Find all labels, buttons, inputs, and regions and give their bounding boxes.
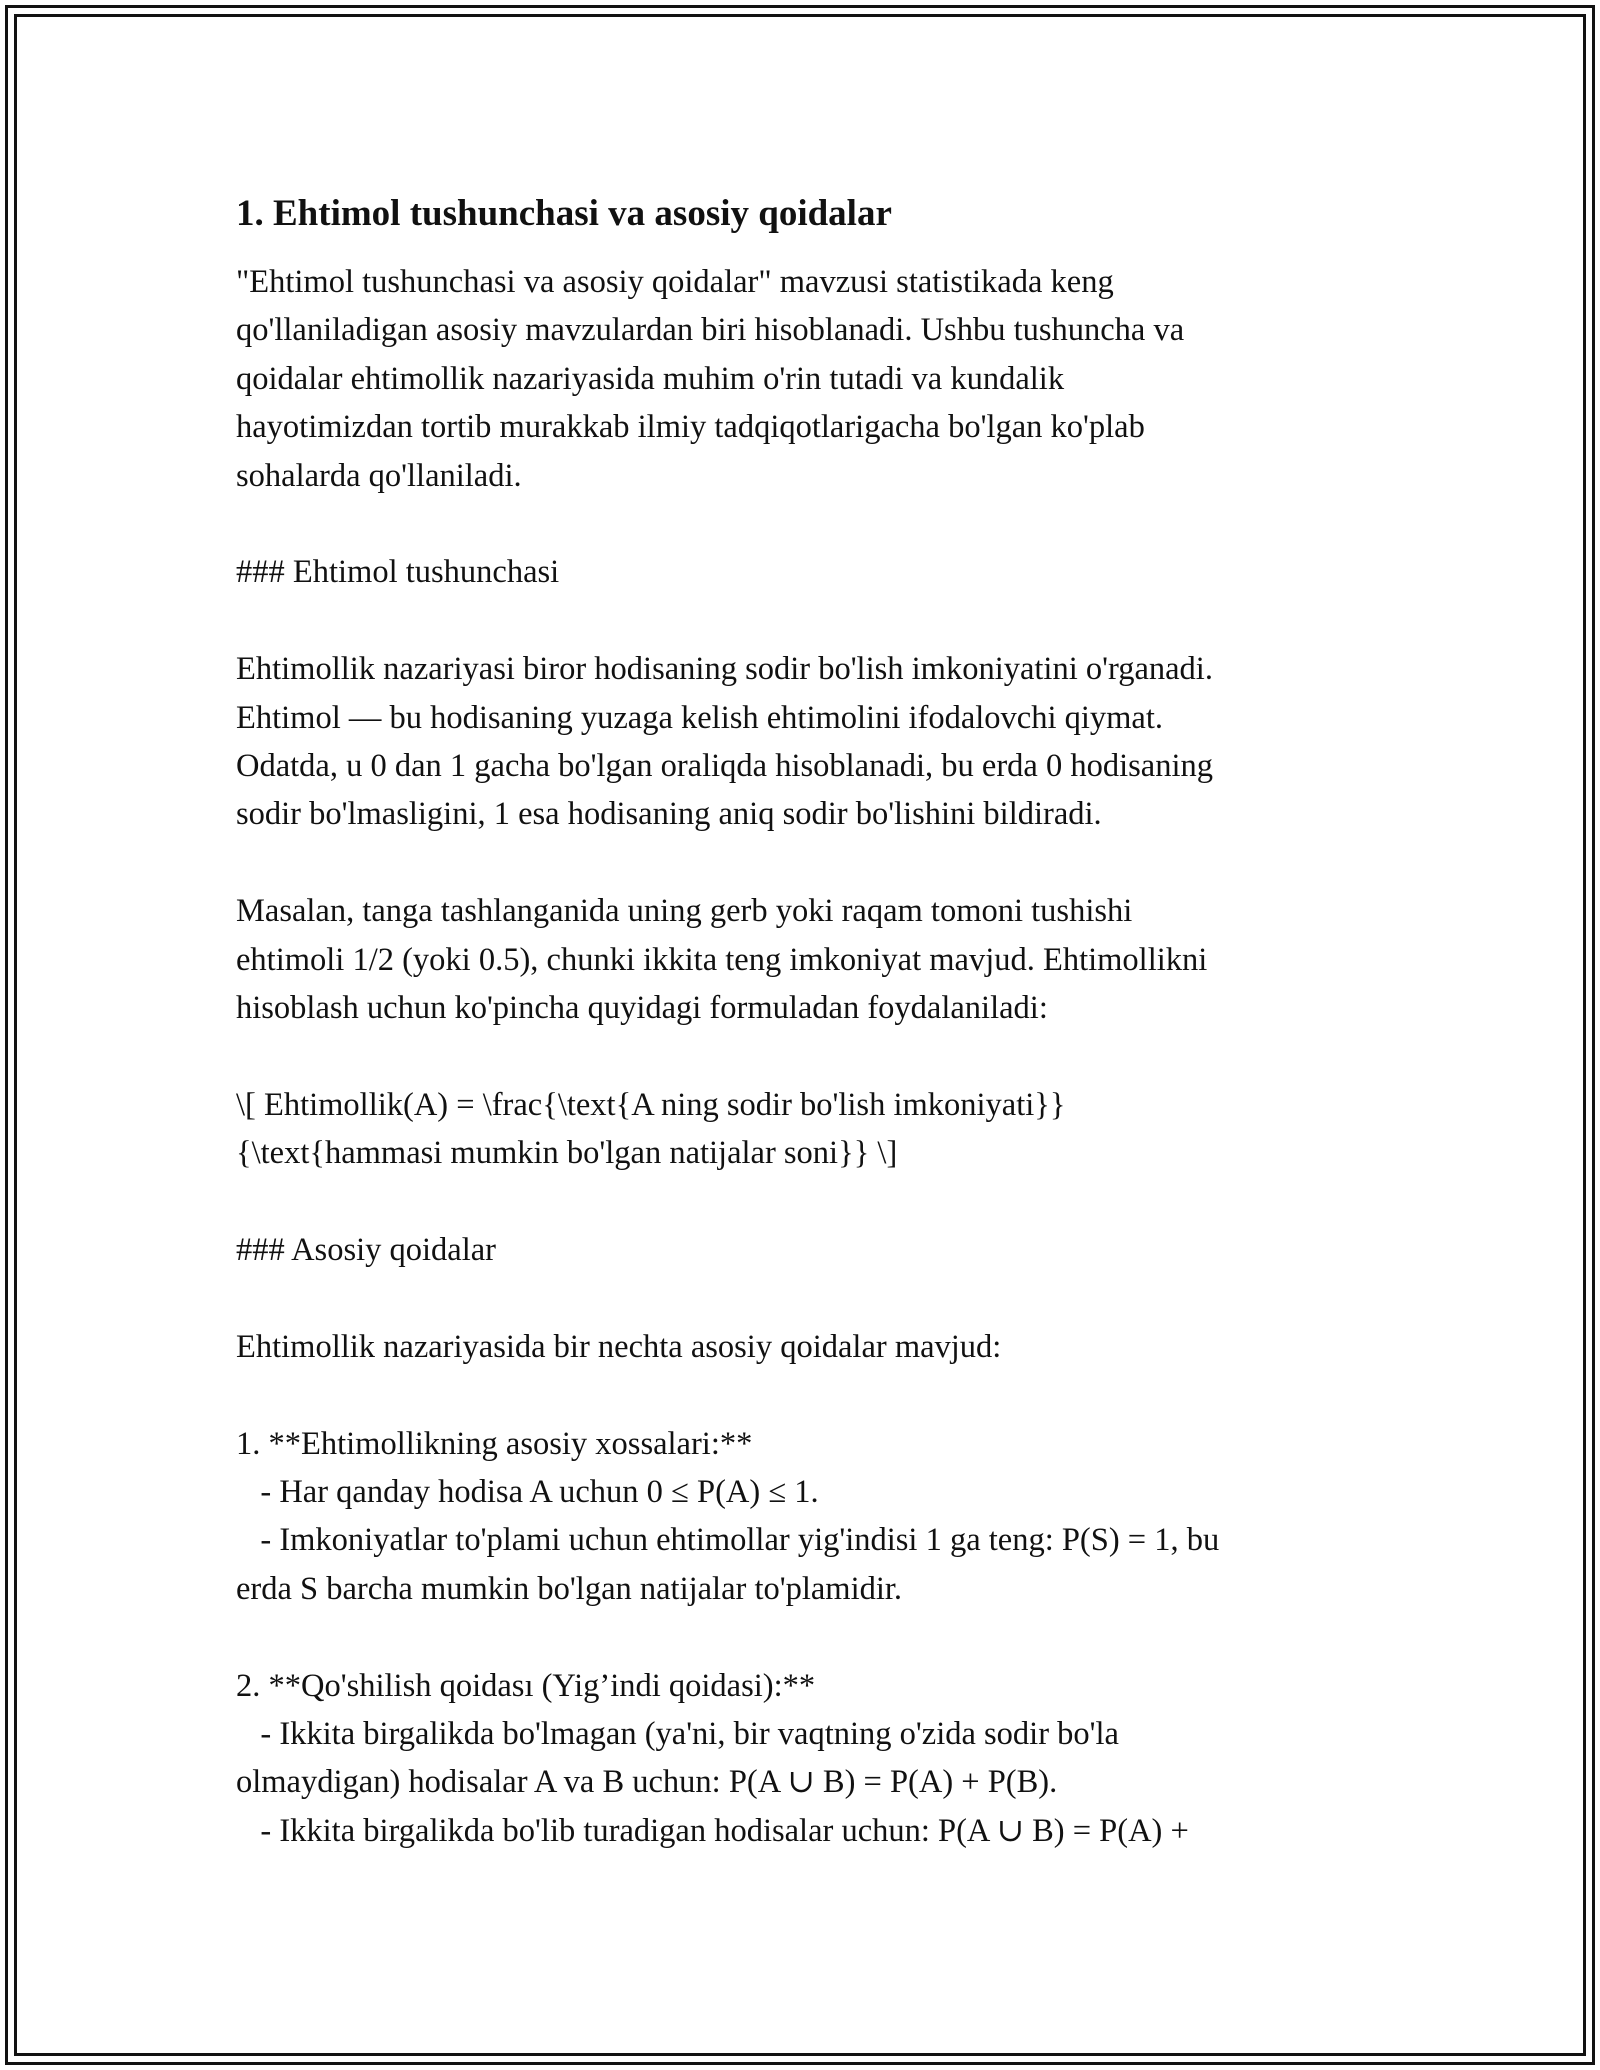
intro-paragraph: "Ehtimol tushunchasi va asosiy qoidalar" mavzusi statistikada keng qo'llaniladigan asosiy mavzulardan biri hisoblanadi. Ushbu tushuncha va qoidalar ehtimollik nazariyasida muhim o'rin tutadi va kundalik hayotimizdan tortib murakkab ilmiy tadqiqotlarigacha bo'lgan ko'plab sohalarda qo'llaniladi. bbox=[236, 264, 1185, 494]
rule-2-list-item: 2. **Qo'shilish qoidası (Yig’indi qoidasi):** - Ikkita birgalikda bo'lmagan (ya'ni, bir vaqtning o'zida sodir bo'la olmaydigan) hodisalar A va B uchun: P(A ∪ B) = P(A) + P(B). - Ikkita birgalikda bo'lib turadigan hodisalar uchun: P(A ∪ B) = P(A) + bbox=[236, 1667, 1189, 1849]
paragraph-gap bbox=[236, 1178, 1376, 1226]
definition-paragraph: Ehtimollik nazariyasi biror hodisaning sodir bo'lish imkoniyatini o'rganadi. Ehtimol — bu hodisaning yuzaga kelish ehtimolini ifodalovchi qiymat. Odatda, u 0 dan 1 gacha bo'lgan oraliqda hisoblanadi, bu erda 0 hodisaning sodir bo'lmasligini, 1 esa hodisaning aniq sodir bo'lishini bildiradi. bbox=[236, 651, 1213, 833]
section-heading-asosiy-qoidalar: ### Asosiy qoidalar bbox=[236, 1232, 496, 1269]
document-body bbox=[236, 188, 1376, 1855]
formula-paragraph: \[ Ehtimollik(A) = \frac{\text{A ning sodir bo'lish imkoniyati}} {\text{hammasi mumkin bo'lgan natijalar soni}} \] bbox=[236, 1086, 1066, 1172]
paragraph-gap bbox=[236, 500, 1376, 548]
document-title: 1. Ehtimol tushunchasi va asosiy qoidalar bbox=[236, 193, 892, 234]
rules-intro-paragraph: Ehtimollik nazariyasida bir nechta asosiy qoidalar mavjud: bbox=[236, 1328, 1002, 1365]
example-paragraph: Masalan, tanga tashlanganida uning gerb yoki raqam tomoni tushishi ehtimoli 1/2 (yoki 0.5), chunki ikkita teng imkoniyat mavjud. Ehtimollikni hisoblash uchun ko'pincha quyidagi formuladan foydalaniladi: bbox=[236, 893, 1208, 1027]
paragraph-gap bbox=[236, 839, 1376, 887]
paragraph-gap bbox=[236, 1032, 1376, 1080]
paragraph-gap bbox=[236, 1613, 1376, 1661]
paragraph-gap bbox=[236, 1274, 1376, 1322]
rule-1-list-item: 1. **Ehtimollikning asosiy xossalari:** - Har qanday hodisa A uchun 0 ≤ P(A) ≤ 1. - Imkoniyatlar to'plami uchun ehtimollar yig'indisi 1 ga teng: P(S) = 1, bu erda S barcha mumkin bo'lgan natijalar to'plamidir. bbox=[236, 1425, 1220, 1607]
paragraph-gap bbox=[236, 597, 1376, 645]
section-heading-ehtimol-tushunchasi: ### Ehtimol tushunchasi bbox=[236, 554, 560, 591]
paragraph-gap bbox=[236, 1371, 1376, 1419]
